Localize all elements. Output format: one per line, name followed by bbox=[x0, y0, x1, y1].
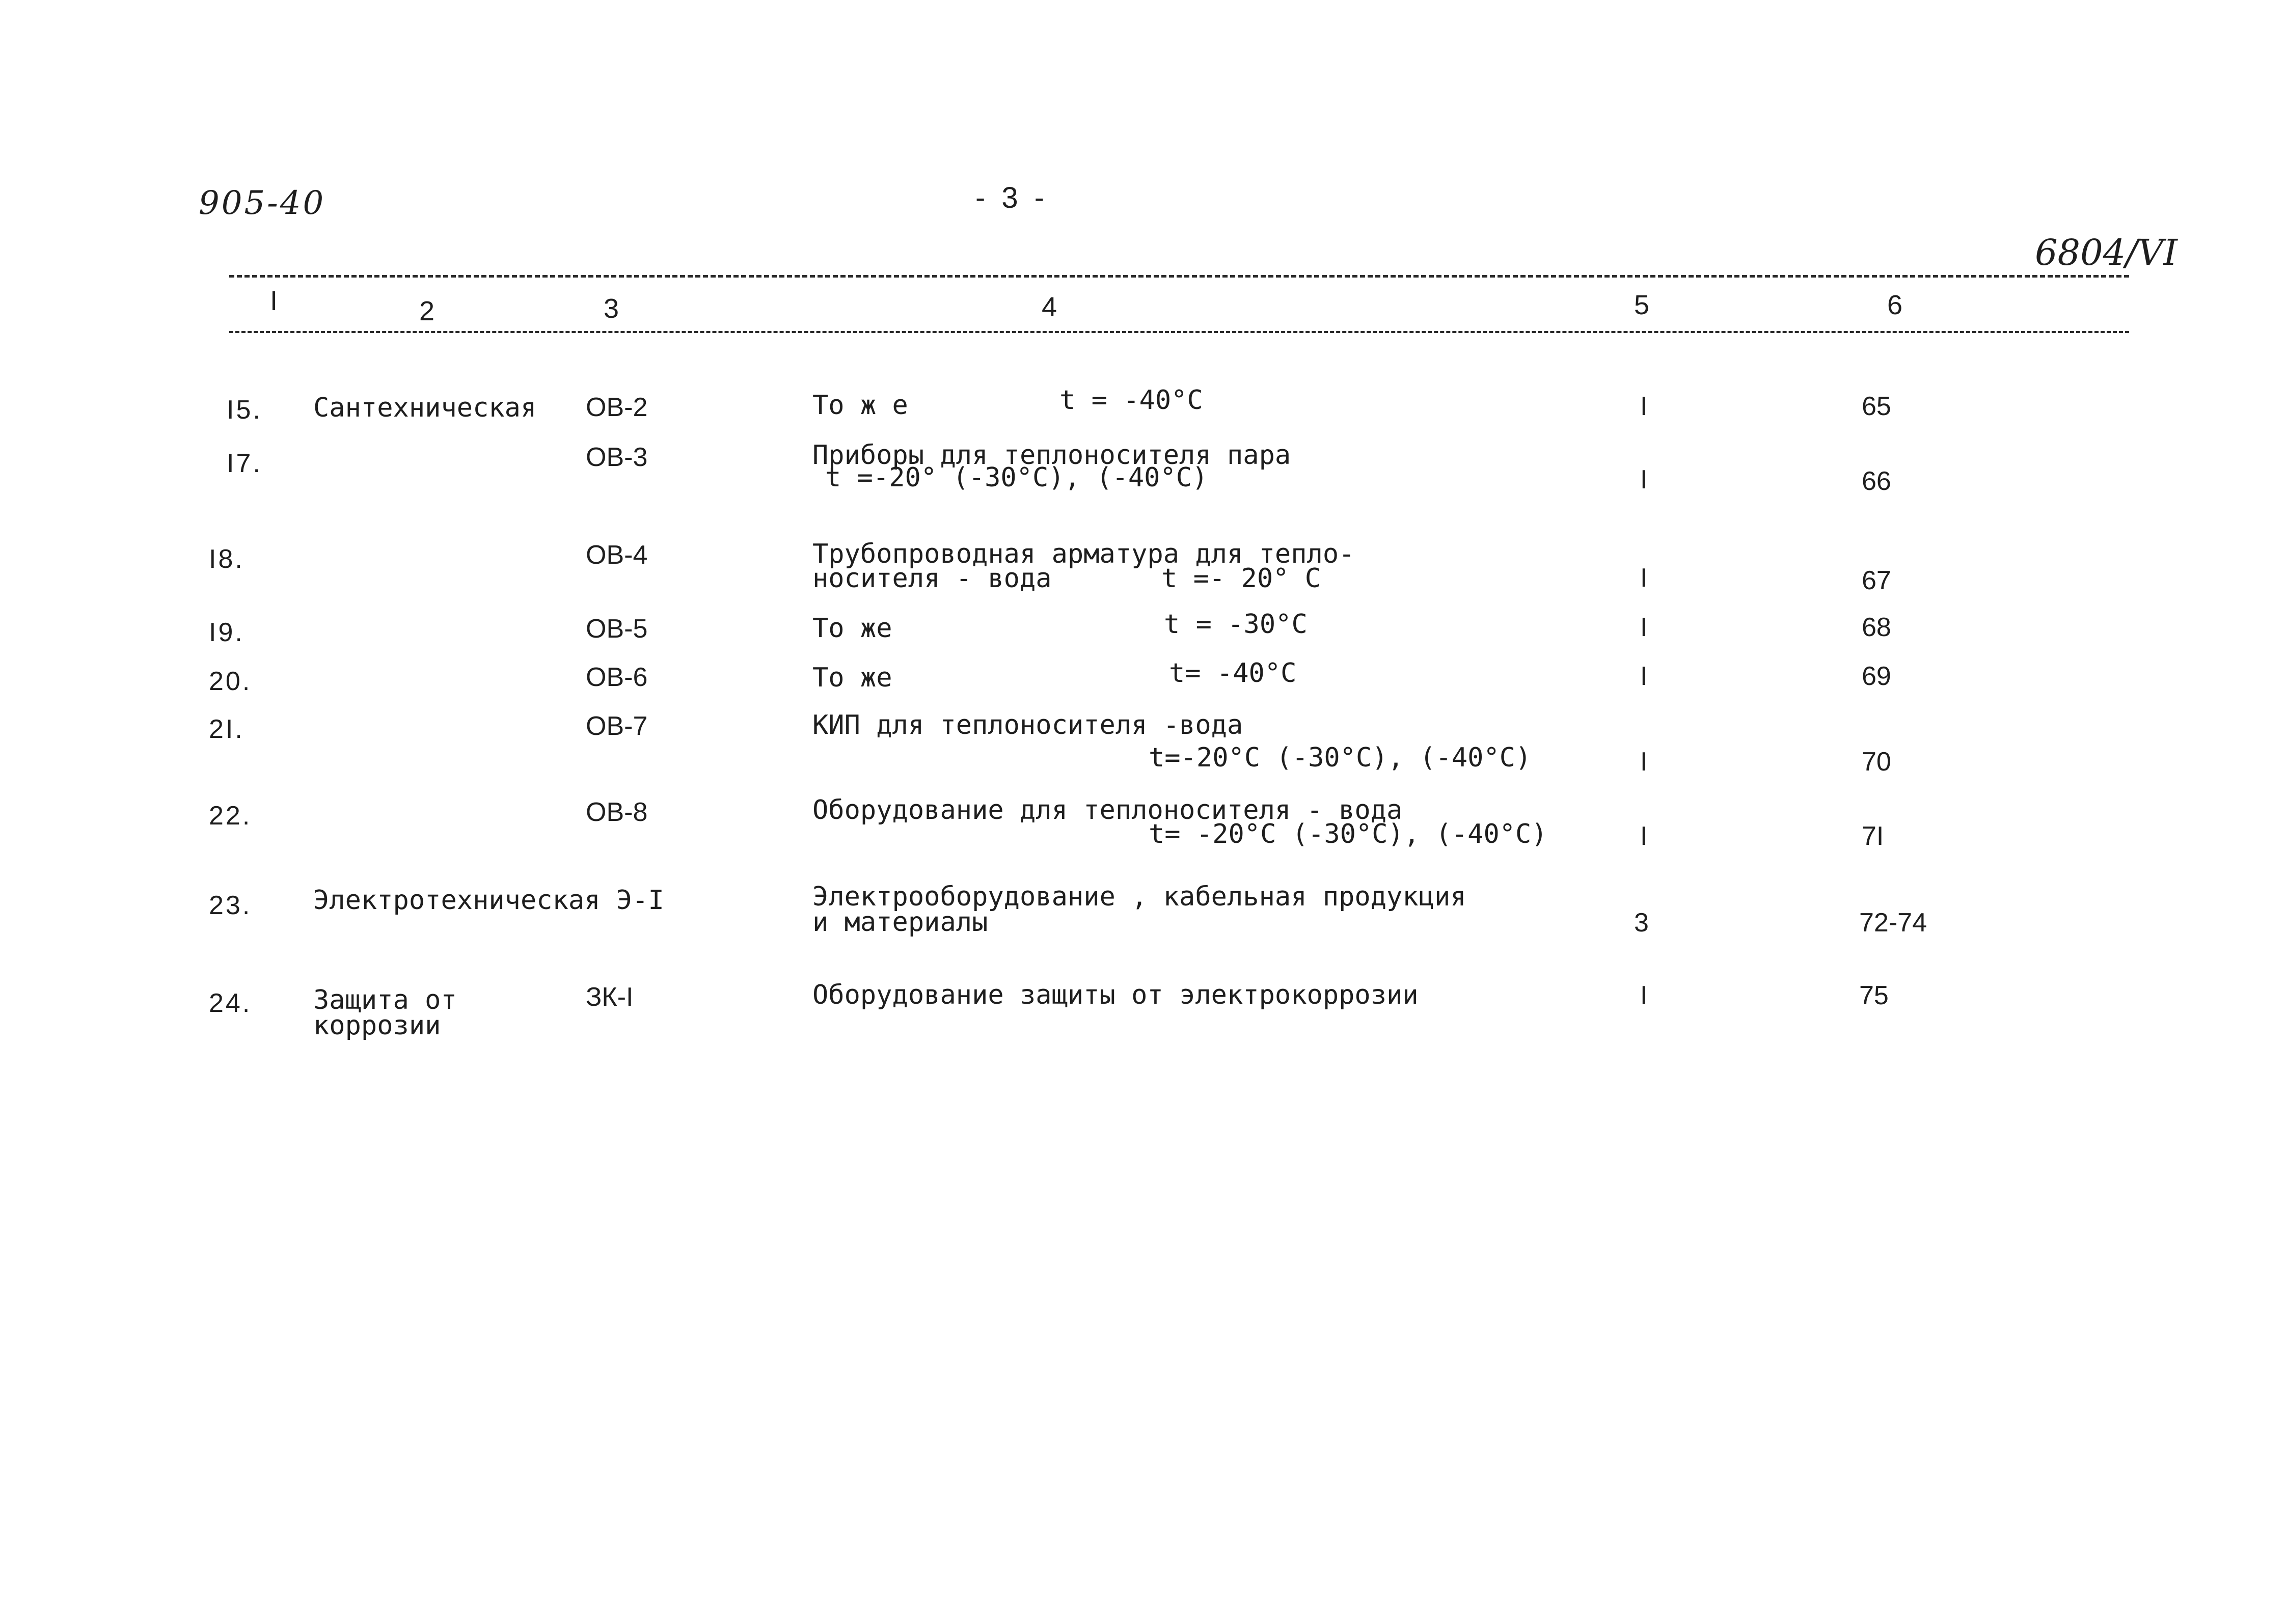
description-temperature: t=-20°С (-30°С), (-40°С) bbox=[1149, 742, 1532, 773]
sheet-number: 70 bbox=[1862, 747, 1891, 777]
section-name: Сантехническая bbox=[313, 393, 537, 423]
drawing-code: ОВ-5 bbox=[586, 614, 648, 644]
column-header-2: 2 bbox=[419, 296, 435, 326]
sheet-count: I bbox=[1640, 465, 1648, 494]
description-line: То же bbox=[812, 663, 892, 693]
description-line: и материалы bbox=[812, 907, 988, 938]
row-number: 23. bbox=[209, 891, 252, 920]
description-line: Оборудование для теплоносителя - вода bbox=[812, 795, 1403, 825]
sheet-count: I bbox=[1640, 981, 1648, 1010]
description-line: То ж е bbox=[812, 390, 908, 421]
column-header-6: 6 bbox=[1887, 290, 1903, 320]
description-temperature: t =-20° (-30°С), (-40°С) bbox=[825, 462, 1208, 493]
row-number: 24. bbox=[209, 988, 252, 1018]
description-line: КИП для теплоносителя -вода bbox=[812, 710, 1243, 740]
section-name-line: Защита от bbox=[313, 985, 457, 1015]
sheet-number: 7I bbox=[1862, 821, 1884, 851]
drawing-code: ОВ-6 bbox=[586, 663, 648, 692]
description-line: Оборудование защиты от электрокоррозии bbox=[812, 980, 1419, 1010]
table-header-bottom-rule bbox=[229, 331, 2129, 333]
section-name: Электротехническая Э-I bbox=[313, 885, 664, 916]
description-temperature: t= -20°С (-30°С), (-40°С) bbox=[1149, 819, 1547, 849]
drawing-code: ОВ-4 bbox=[586, 540, 648, 570]
column-header-4: 4 bbox=[1042, 292, 1057, 322]
sheet-number: 68 bbox=[1862, 613, 1891, 642]
sheet-count: I bbox=[1640, 563, 1648, 593]
description-line: носителя - вода bbox=[812, 563, 1052, 594]
column-header-1: I bbox=[270, 286, 278, 316]
drawing-code: ОВ-2 bbox=[586, 393, 648, 422]
sheet-number: 75 bbox=[1859, 981, 1889, 1010]
description-temperature: t= -40°С bbox=[1169, 658, 1297, 689]
section-name-line: коррозии bbox=[313, 1010, 441, 1041]
row-number: I5. bbox=[227, 395, 262, 425]
description-line: То же bbox=[812, 613, 892, 644]
row-number: 20. bbox=[209, 667, 252, 696]
sheet-count: I bbox=[1640, 392, 1648, 421]
sheet-count: 3 bbox=[1634, 908, 1649, 938]
description-line: Трубопроводная арматура для тепло- bbox=[812, 539, 1355, 569]
description-line: Электрооборудование , кабельная продукция bbox=[812, 882, 1466, 912]
sheet-count: I bbox=[1640, 662, 1648, 691]
column-header-3: 3 bbox=[604, 293, 619, 324]
row-number: 2I. bbox=[209, 714, 244, 744]
page-number: - 3 - bbox=[975, 181, 1049, 214]
drawing-code: ОВ-8 bbox=[586, 797, 648, 827]
row-number: I7. bbox=[227, 449, 262, 478]
row-number: 22. bbox=[209, 801, 252, 831]
column-header-5: 5 bbox=[1634, 290, 1650, 320]
sheet-number: 66 bbox=[1862, 466, 1891, 496]
document-code: 905-40 bbox=[199, 184, 326, 222]
row-number: I9. bbox=[209, 618, 244, 647]
row-number: I8. bbox=[209, 544, 244, 574]
description-temperature: t = -30°С bbox=[1164, 609, 1308, 640]
description-temperature: t = -40°С bbox=[1059, 385, 1203, 416]
drawing-code: ЗК-I bbox=[586, 982, 634, 1012]
description-line: Приборы для теплоносителя пара bbox=[812, 440, 1291, 471]
sheet-count: I bbox=[1640, 821, 1648, 851]
drawing-code: ОВ-3 bbox=[586, 443, 648, 472]
sheet-number: 69 bbox=[1862, 662, 1891, 691]
inventory-number: 6804/VI bbox=[2035, 232, 2178, 273]
sheet-count: I bbox=[1640, 747, 1648, 777]
sheet-number: 65 bbox=[1862, 392, 1891, 421]
sheet-number: 72-74 bbox=[1859, 908, 1927, 938]
sheet-count: I bbox=[1640, 613, 1648, 642]
description-temperature: t =- 20° С bbox=[1161, 563, 1321, 594]
table-header-top-rule bbox=[229, 275, 2129, 278]
sheet-number: 67 bbox=[1862, 566, 1891, 595]
drawing-code: ОВ-7 bbox=[586, 711, 648, 741]
